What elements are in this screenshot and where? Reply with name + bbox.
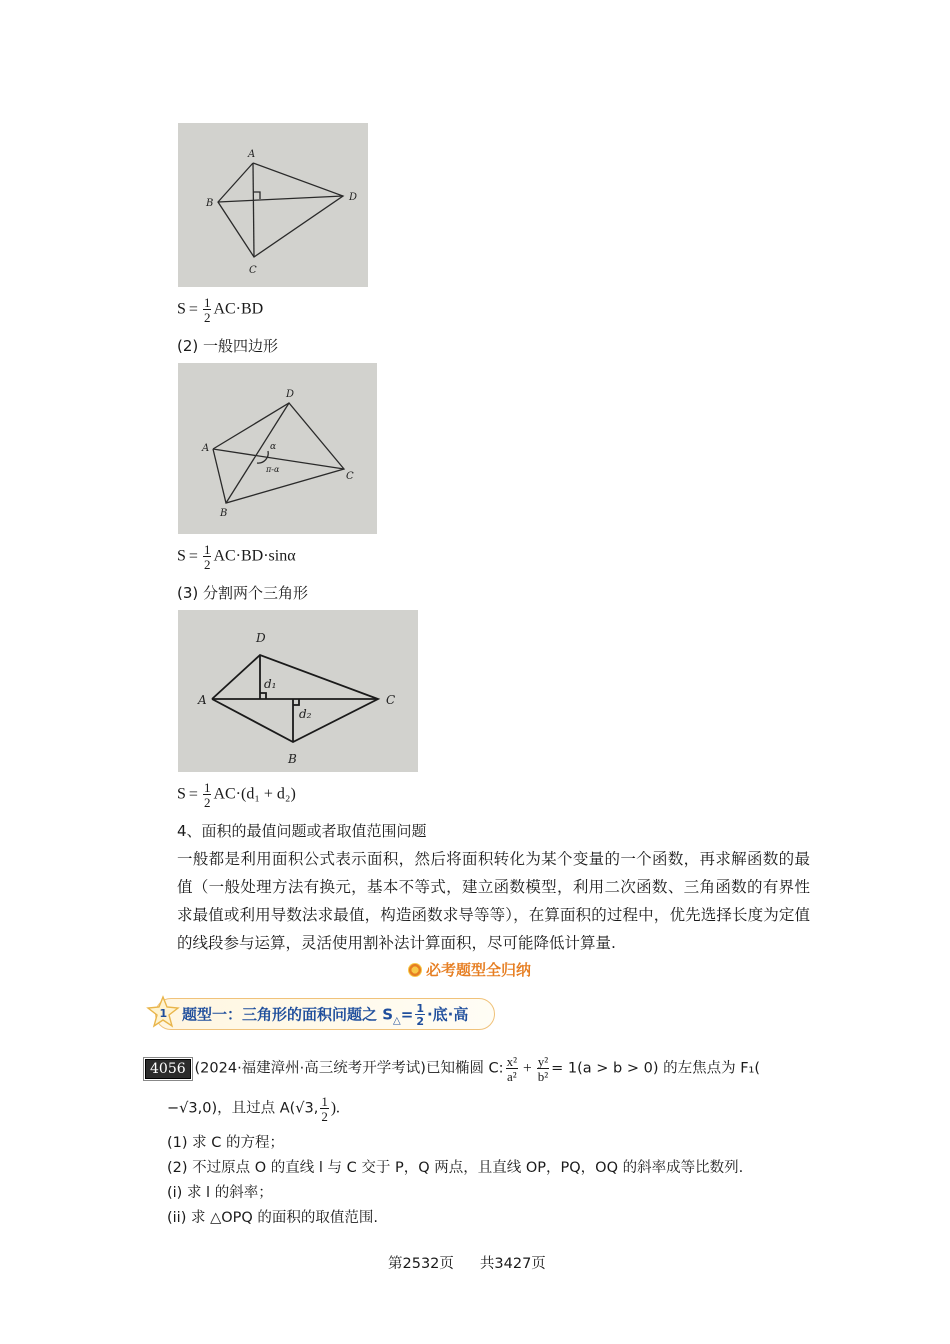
- page-total: 共3427页: [479, 1256, 546, 1272]
- question-id-badge: 4056: [145, 1059, 191, 1079]
- figure-quadrilateral-photo: [178, 363, 377, 534]
- quadrilateral-diagram: [178, 363, 377, 534]
- question-line-2: −√3,0)，且过点 A(√3, $\frac{1}{2}$ ).: [167, 1094, 340, 1124]
- question-part-2-i: (i) 求 l 的斜率；: [167, 1185, 273, 1201]
- kite-outline: [218, 163, 343, 257]
- question-source: (2024·福建漳州·高三统考开学考试): [194, 1060, 426, 1077]
- diagonal-bd: [218, 196, 343, 202]
- label-d1: d₁: [264, 677, 277, 691]
- question-part-1: (1) 求 C 的方程；: [167, 1135, 284, 1151]
- tag-title: 题型一：三角形的面积问题之 $S_\triangle=$ $\frac{1}{2}$ ·底·高: [182, 1002, 469, 1028]
- label-d: D: [349, 192, 358, 203]
- question-part-2-ii: (ii) 求 △OPQ 的面积的取值范围.: [167, 1210, 379, 1226]
- figure-split-photo: [178, 610, 418, 772]
- section-title-row: [408, 959, 531, 980]
- method-paragraph: [145, 845, 810, 957]
- flower-icon: [408, 963, 422, 977]
- label-a: A: [248, 149, 256, 160]
- star-icon: [146, 995, 180, 1029]
- tag-number: 1: [159, 1007, 168, 1020]
- method-paragraph-text: 一般都是利用面积公式表示面积，然后将面积转化为某个变量的一个函数，再求解函数的最值（一般处理方法有换元，基本不等式，建立函数模型，利用二次函数、三角函数的有界性求最值或利用导数法求最值，构造函数求导等等），在算面积的过程中，优先选择长度为定值的线段参与运算，灵活使用割补法计算面积，尽可能降低计算量.: [177, 850, 810, 952]
- formula-split-area: S = $\frac{1}{2}$ AC·(d₁ + d₂): [177, 780, 296, 810]
- question-part-2: (2) 不过原点 O 的直线 l 与 C 交于 P，Q 两点，且直线 OP，PQ，OQ 的斜率成等比数列.: [167, 1160, 744, 1176]
- diagonal-ac: [253, 163, 254, 257]
- label-d2: d₂: [299, 707, 312, 721]
- label-d: D: [256, 631, 266, 645]
- label-b: B: [220, 508, 228, 519]
- label-c: C: [249, 265, 257, 276]
- label-a: A: [198, 693, 207, 707]
- label-b: B: [288, 752, 297, 766]
- label-alpha: α: [270, 442, 277, 452]
- question-line-1: 4056 (2024·福建漳州·高三统考开学考试)已知椭圆 C: $\frac{\text{x²}}{\text{a²}}$ + $\frac{\text{y²}}{\text{b²}}$ = 1(a > b > 0) 的左焦点为 F₁(: [145, 1055, 760, 1083]
- question-type-tag: [155, 998, 495, 1030]
- figure-kite-photo: [178, 123, 368, 287]
- split-diagram: [178, 610, 418, 772]
- section-title: 必考题型全归纳: [426, 961, 532, 979]
- kite-diagram: [178, 123, 368, 287]
- page-footer: [388, 1252, 546, 1273]
- label-b: B: [206, 198, 214, 209]
- heading-split-triangles: (3) 分割两个三角形: [177, 584, 309, 602]
- heading-area-extrema: 4、面积的最值问题或者取值范围问题: [177, 822, 427, 840]
- label-c: C: [386, 693, 396, 707]
- label-pi-minus-alpha: π-α: [266, 465, 280, 474]
- label-d: D: [286, 389, 295, 400]
- formula-quadrilateral-area: S = $\frac{1}{2}$ AC·BD·sinα: [177, 542, 296, 572]
- label-a: A: [202, 443, 210, 454]
- label-c: C: [346, 471, 354, 482]
- page-number: 第2532页: [388, 1256, 454, 1272]
- heading-general-quadrilateral: (2) 一般四边形: [177, 337, 279, 355]
- formula-kite-area: S = $\frac{1}{2}$ AC·BD: [177, 295, 264, 325]
- right-angle-mark: [253, 192, 260, 199]
- quadrilateral-outline: [213, 403, 344, 503]
